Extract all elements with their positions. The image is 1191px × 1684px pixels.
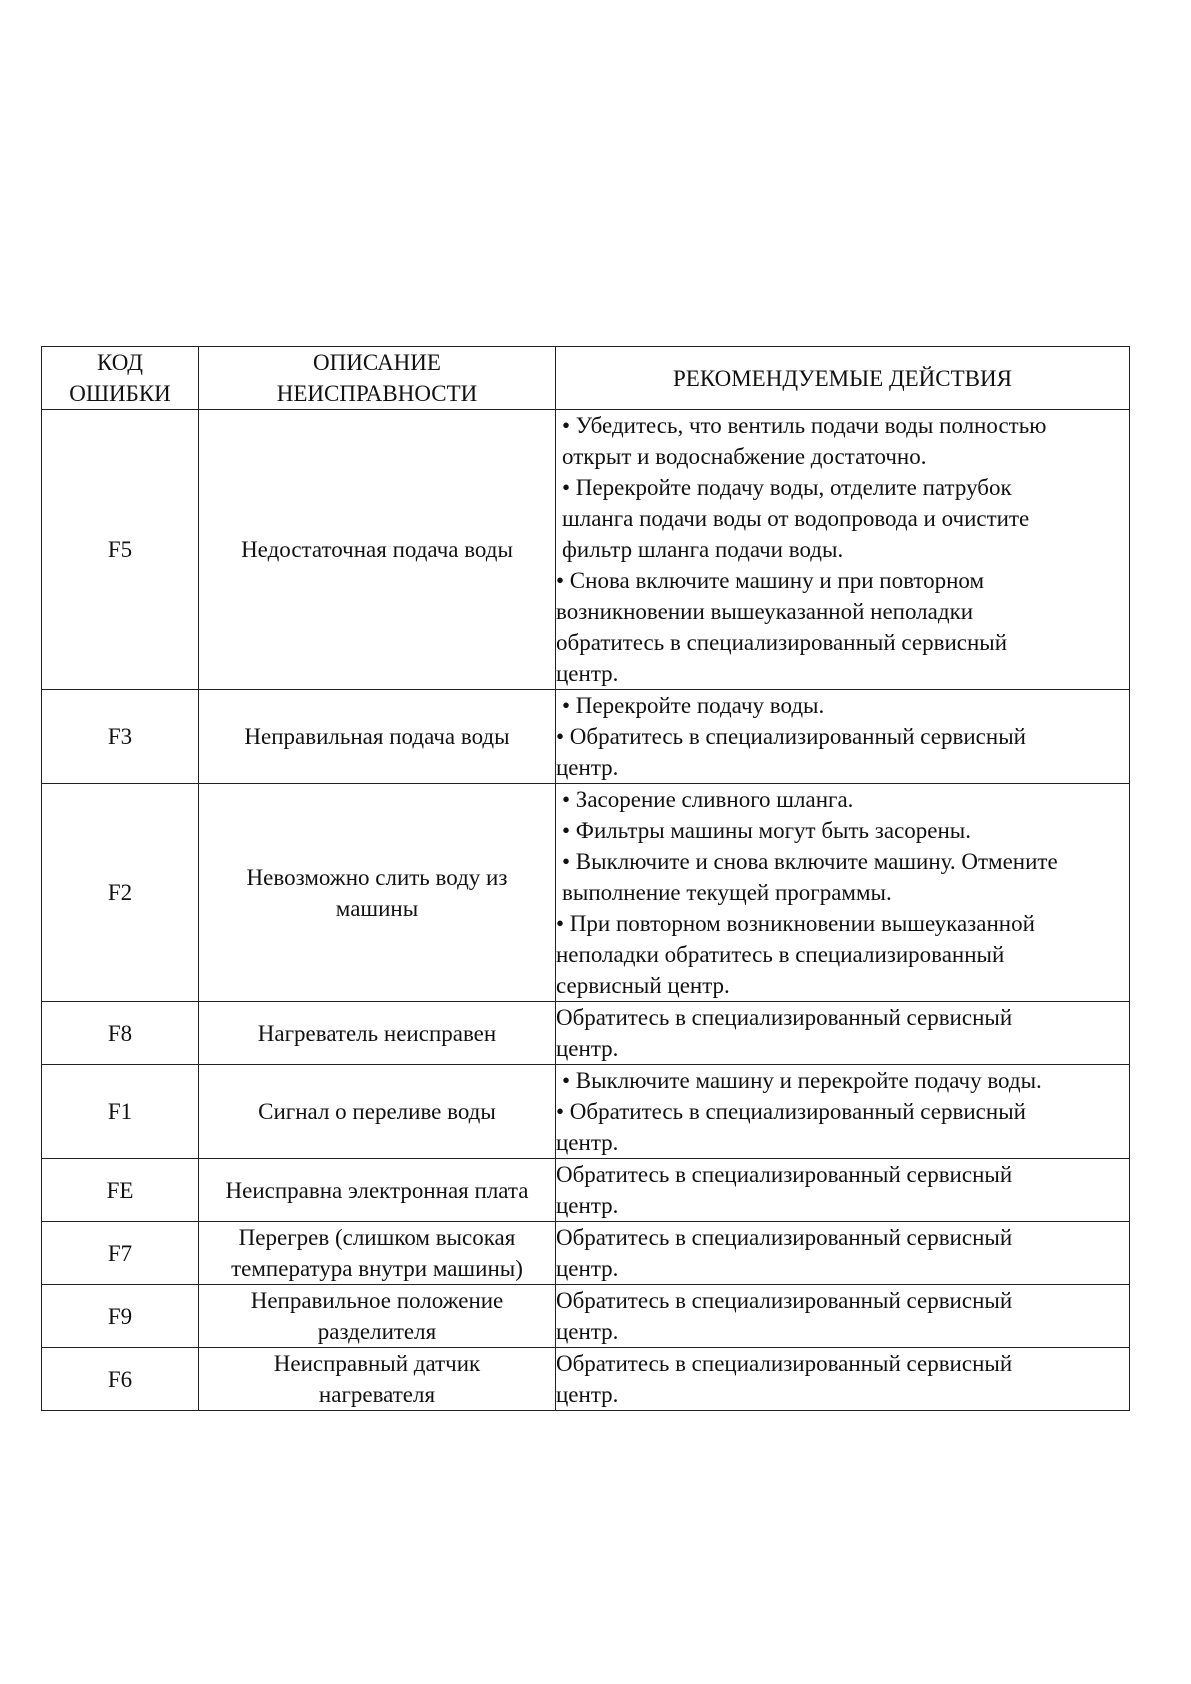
error-code-cell: F8 — [42, 1002, 199, 1065]
error-code-cell: F6 — [42, 1348, 199, 1411]
action-line: шланга подачи воды от водопровода и очистите — [562, 506, 1030, 531]
action-line: центр. — [556, 1130, 619, 1155]
fault-description-cell: Сигнал о переливе воды — [199, 1065, 556, 1159]
error-code-cell: F2 — [42, 784, 199, 1002]
action-line: • Снова включите машину и при повторном — [556, 568, 985, 593]
action-line: открыт и водоснабжение достаточно. — [562, 444, 927, 469]
fault-description-cell — [199, 1222, 556, 1285]
error-code-cell: F9 — [42, 1285, 199, 1348]
header-description-line-2: НЕИСПРАВНОСТИ — [276, 381, 478, 406]
action-line: неполадки обратитесь в специализированный — [556, 942, 1005, 967]
action-line: • Фильтры машины могут быть засорены. — [562, 818, 972, 843]
action-line: • Перекройте подачу воды. — [562, 693, 825, 718]
recommended-actions-cell — [556, 410, 1130, 690]
recommended-actions-cell — [556, 1065, 1130, 1159]
header-actions: РЕКОМЕНДУЕМЫЕ ДЕЙСТВИЯ — [556, 347, 1130, 410]
fault-description-text: Неисправный датчик нагревателя — [273, 1351, 481, 1407]
recommended-actions-cell — [556, 1222, 1130, 1285]
fault-description-cell — [199, 784, 556, 1002]
table-row — [42, 1159, 1130, 1222]
table-row — [42, 1222, 1130, 1285]
table-row — [42, 1285, 1130, 1348]
table-row — [42, 784, 1130, 1002]
action-line: Обратитесь в специализированный сервисный — [556, 1351, 1013, 1376]
recommended-actions-cell — [556, 784, 1130, 1002]
action-line: • Убедитесь, что вентиль подачи воды полностью — [562, 413, 1047, 438]
table-row — [42, 1065, 1130, 1159]
action-line: Обратитесь в специализированный сервисный — [556, 1225, 1013, 1250]
action-line: • Обратитесь в специализированный сервисный — [556, 1099, 1026, 1124]
header-description — [199, 347, 556, 410]
error-code-cell: F1 — [42, 1065, 199, 1159]
header-description-line-1: ОПИСАНИЕ — [313, 350, 441, 375]
header-code — [42, 347, 199, 410]
action-line: • Выключите машину и перекройте подачу воды. — [562, 1068, 1042, 1093]
action-line: Обратитесь в специализированный сервисный — [556, 1005, 1013, 1030]
action-line: • При повторном возникновении вышеуказанной — [556, 911, 1035, 936]
fault-description-text: Неправильное положение разделителя — [250, 1288, 504, 1344]
recommended-actions-cell — [556, 1348, 1130, 1411]
action-line: центр. — [556, 755, 619, 780]
fault-description-cell: Нагреватель неисправен — [199, 1002, 556, 1065]
action-line: центр. — [556, 1256, 619, 1281]
table-header-row — [42, 347, 1130, 410]
fault-description-cell: Неправильная подача воды — [199, 690, 556, 784]
action-line: обратитесь в специализированный сервисный — [556, 630, 1008, 655]
fault-description-text: Перегрев (слишком высокая температура внутри машины) — [231, 1225, 523, 1281]
fault-description-cell — [199, 1348, 556, 1411]
error-code-cell: F5 — [42, 410, 199, 690]
table-row — [42, 410, 1130, 690]
action-line: выполнение текущей программы. — [562, 880, 892, 905]
action-line: Обратитесь в специализированный сервисный — [556, 1288, 1013, 1313]
action-line: • Засорение сливного шланга. — [562, 787, 854, 812]
error-code-cell: F7 — [42, 1222, 199, 1285]
error-code-cell: F3 — [42, 690, 199, 784]
action-line: сервисный центр. — [556, 973, 730, 998]
action-line: центр. — [556, 661, 619, 686]
action-line: центр. — [556, 1319, 619, 1344]
action-line: • Обратитесь в специализированный сервисный — [556, 724, 1026, 749]
header-code-line-2: ОШИБКИ — [69, 381, 171, 406]
fault-description-text: Невозможно слить воду из машины — [246, 864, 508, 921]
fault-description-cell — [199, 1285, 556, 1348]
error-code-cell: FE — [42, 1159, 199, 1222]
action-line: • Выключите и снова включите машину. Отмените — [562, 849, 1058, 874]
fault-description-cell: Неисправна электронная плата — [199, 1159, 556, 1222]
action-line: фильтр шланга подачи воды. — [562, 537, 844, 562]
fault-description-cell: Недостаточная подача воды — [199, 410, 556, 690]
action-line: возникновении вышеуказанной неполадки — [556, 599, 974, 624]
action-line: • Перекройте подачу воды, отделите патрубок — [562, 475, 1012, 500]
header-code-line-1: КОД — [97, 350, 143, 375]
action-line: центр. — [556, 1036, 619, 1061]
error-code-table — [41, 346, 1130, 1411]
table-row — [42, 1348, 1130, 1411]
action-line: центр. — [556, 1382, 619, 1407]
action-line: Обратитесь в специализированный сервисный — [556, 1162, 1013, 1187]
action-line: центр. — [556, 1193, 619, 1218]
table-row — [42, 690, 1130, 784]
recommended-actions-cell — [556, 1285, 1130, 1348]
table-row — [42, 1002, 1130, 1065]
recommended-actions-cell — [556, 1159, 1130, 1222]
recommended-actions-cell — [556, 1002, 1130, 1065]
recommended-actions-cell — [556, 690, 1130, 784]
